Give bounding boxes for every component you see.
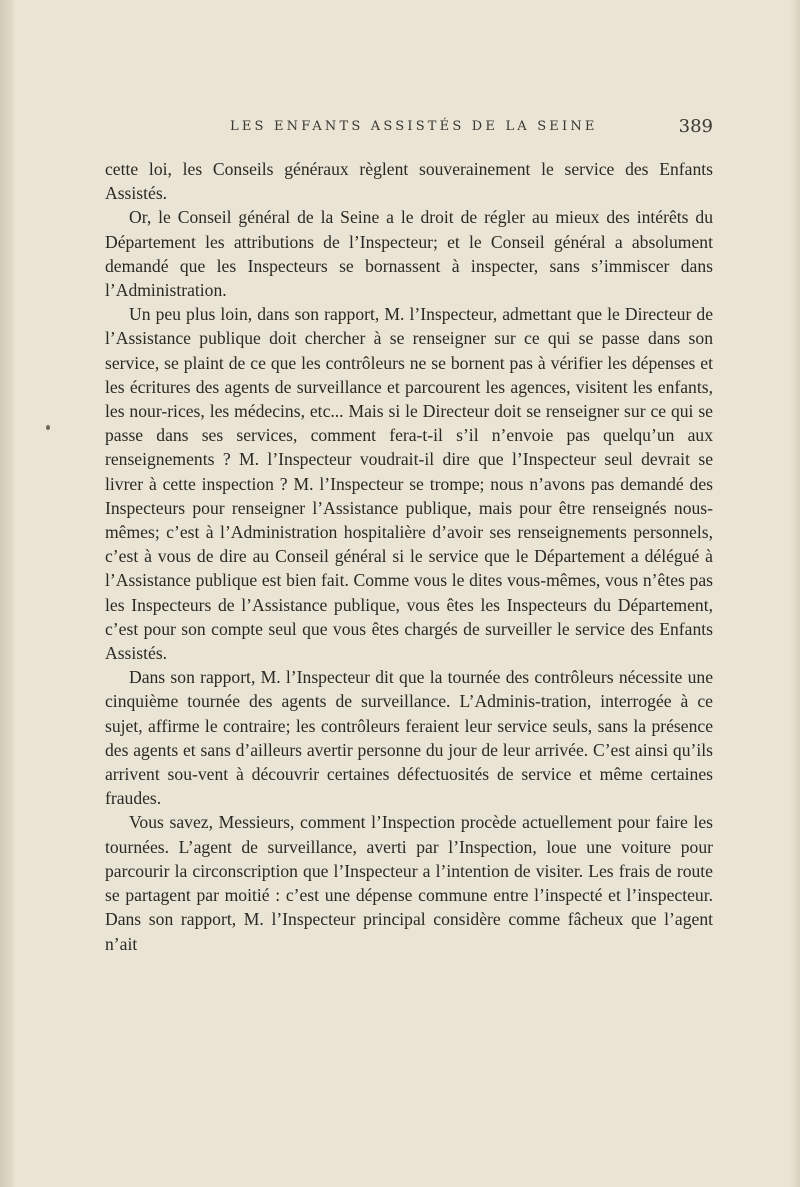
body-text	[105, 157, 713, 956]
paragraph: Un peu plus loin, dans son rapport, M. l’Inspecteur, admettant que le Directeur de l’Assistance publique doit chercher à se renseigner sur ce qui se passe dans son service, se plaint de ce que les contrôleurs ne se bornent pas à vérifier les dépenses et les écritures des agents de surveillance et parcourent les agences, visitent les enfants, les nour-rices, les médecins, etc... Mais si le Directeur doit se renseigner sur ce qui se passe dans ses services, comment fera-t-il s’il n’envoie pas quelqu’un aux renseignements ? M. l’Inspecteur voudrait-il dire que l’Inspecteur seul devrait se livrer à cette inspection ? M. l’Inspecteur se trompe; nous n’avons pas demandé des Inspecteurs pour renseigner l’Assistance publique, mais pour être renseignés nous-mêmes; c’est à l’Administration hospitalière d’avoir ses renseignements personnels, c’est à vous de dire au Conseil général si le service que le Département a délégué à l’Assistance publique est bien fait. Comme vous le dites vous-mêmes, vous n’êtes pas les Inspecteurs de l’Assistance publique, vous êtes les Inspecteurs du Département, c’est pour son compte seul que vous êtes chargés de surveiller le service des Enfants Assistés.	[105, 304, 713, 664]
page-header	[105, 116, 713, 142]
paragraph: Or, le Conseil général de la Seine a le droit de régler au mieux des intérêts du Département les attributions de l’Inspecteur; et le Conseil général a absolument demandé que les Inspecteurs se bornassent à inspecter, sans s’immiscer dans l’Administration.	[105, 207, 713, 301]
page-number: 389	[678, 116, 713, 137]
scan-edge-right	[790, 0, 800, 1187]
paragraph: Vous savez, Messieurs, comment l’Inspection procède actuellement pour faire les tournées. L’agent de surveillance, averti par l’Inspection, loue une voiture pour parcourir la circonscription que l’Inspecteur a l’intention de visiter. Les frais de route se partagent par moitié : c’est une dépense commune entre l’inspecté et l’inspecteur. Dans son rapport, M. l’Inspecteur principal considère comme fâcheux que l’agent n’ait	[105, 812, 713, 954]
ink-speck	[46, 425, 50, 430]
paragraph-continued: cette loi, les Conseils généraux règlent souverainement le service des Enfants Assistés.	[105, 159, 713, 204]
running-title: LES ENFANTS ASSISTÉS DE LA SEINE	[230, 119, 598, 134]
paragraph: Dans son rapport, M. l’Inspecteur dit que la tournée des contrôleurs nécessite une cinquième tournée des agents de surveillance. L’Adminis-tration, interrogée à ce sujet, affirme le contraire; les contrôleurs feraient leur service seuls, sans la présence des agents et sans d’ailleurs avertir personne du jour de leur arrivée. C’est ainsi qu’ils arrivent sou-vent à découvrir certaines défectuosités de service et même certaines fraudes.	[105, 667, 713, 809]
scan-edge-left	[0, 0, 14, 1187]
